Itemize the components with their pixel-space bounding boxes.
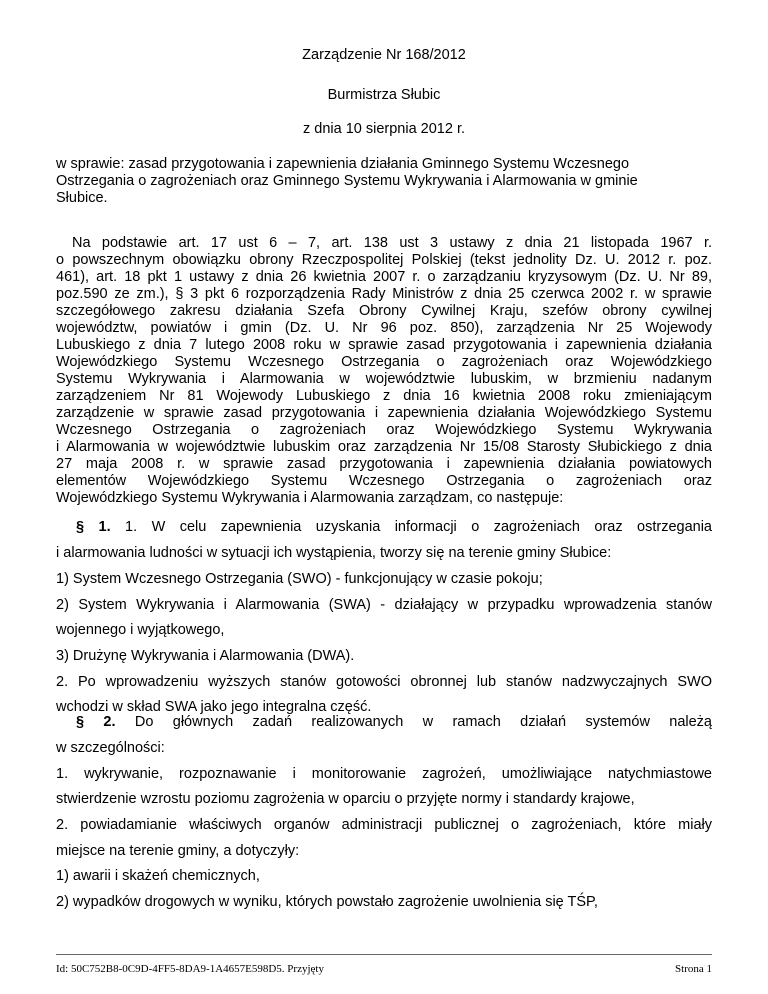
- preamble-line: zarządzenie w sprawie zasad przygotowania i zapewnienia działania Wojewódzkiego Systemu: [56, 405, 712, 421]
- preamble-line: Systemu Wykrywania i Alarmowania w województwie lubuskim, w brzmieniu nadanym: [56, 371, 712, 387]
- section-1-sign: § 1.: [76, 519, 111, 535]
- footer-document-id: Id: 50C752B8-0C9D-4FF5-8DA9-1A4657E598D5. Przyjęty: [56, 963, 324, 975]
- preamble-line: elementów Wojewódzkiego Systemu Wczesnego Ostrzegania o zagrożeniach oraz: [56, 473, 712, 489]
- footer-page-number: Strona 1: [675, 963, 712, 975]
- section-2-point-1: stwierdzenie wzrostu poziomu zagrożenia w oparciu o przyjęte normy i standardy krajowe,: [56, 791, 635, 807]
- preamble-line: Na podstawie art. 17 ust 6 – 7, art. 138 ust 3 ustawy z dnia 21 listopada 1967 r.: [72, 235, 712, 251]
- section-1-item: wojennego i wyjątkowego,: [56, 622, 225, 638]
- subject-line: Ostrzegania o zagrożeniach oraz Gminnego Systemu Wykrywania i Alarmowania w gminie: [56, 173, 638, 189]
- section-1-item: 1) System Wczesnego Ostrzegania (SWO) - funkcjonujący w czasie pokoju;: [56, 571, 543, 587]
- section-1-first-line: [76, 519, 712, 535]
- subject-line: Słubice.: [56, 190, 108, 206]
- section-1-text: 1. W celu zapewnienia uzyskania informacji o zagrożeniach oraz ostrzegania: [110, 519, 712, 535]
- section-2-first-line: [76, 714, 712, 730]
- section-1-line: i alarmowania ludności w sytuacji ich wystąpienia, tworzy się na terenie gminy Słubice:: [56, 545, 612, 561]
- preamble-line: województw, powiatów i gmin (Dz. U. Nr 96 poz. 850), zarządzenia Nr 25 Wojewody: [56, 320, 712, 336]
- section-2-line: w szczególności:: [56, 740, 165, 756]
- section-1-point-2: wchodzi w skład SWA jako jego integralna część.: [56, 699, 372, 715]
- document-author: Burmistrza Słubic: [327, 87, 441, 103]
- preamble-line: poz.590 ze zm.), § 3 pkt 6 rozporządzenia Rady Ministrów z dnia 25 czerwca 2002 r. w sprawie: [56, 286, 712, 302]
- section-2-text: Do głównych zadań realizowanych w ramach działań systemów należą: [115, 714, 712, 730]
- preamble-line: szczegółowego zakresu działania Szefa Obrony Cywilnej Kraju, szefów obrony cywilnej: [56, 303, 712, 319]
- section-2-point-2: 2. powiadamianie właściwych organów administracji publicznej o zagrożeniach, które miały: [56, 817, 712, 833]
- document-title: Zarządzenie Nr 168/2012: [302, 47, 466, 63]
- footer-divider: [56, 954, 712, 955]
- section-2-point-2: miejsce na terenie gminy, a dotyczyły:: [56, 843, 300, 859]
- section-2-point-1: 1. wykrywanie, rozpoznawanie i monitorowanie zagrożeń, umożliwiające natychmiastowe: [56, 766, 712, 782]
- section-1-item: 2) System Wykrywania i Alarmowania (SWA) - działający w przypadku wprowadzenia stanów: [56, 597, 712, 613]
- subject-line: w sprawie: zasad przygotowania i zapewnienia działania Gminnego Systemu Wczesnego: [56, 156, 630, 172]
- section-2-item: 1) awarii i skażeń chemicznych,: [56, 868, 260, 884]
- preamble-line: Lubuskiego z dnia 7 lutego 2008 roku w sprawie zasad przygotowania i zapewnienia działania: [56, 337, 712, 353]
- preamble-line: Wczesnego Ostrzegania o zagrożeniach oraz Wojewódzkiego Systemu Wykrywania: [56, 422, 712, 438]
- section-1-item: 3) Drużynę Wykrywania i Alarmowania (DWA).: [56, 648, 355, 664]
- preamble-line: Wojewódzkiego Systemu Wykrywania i Alarmowania zarządzam, co następuje:: [56, 490, 564, 506]
- preamble-line: 461), art. 18 pkt 1 ustawy z dnia 26 kwietnia 2007 r. o zarządzaniu kryzysowym (Dz. U. Nr 89,: [56, 269, 712, 285]
- section-2-item: 2) wypadków drogowych w wyniku, których powstało zagrożenie uwolnienia się TŚP,: [56, 894, 598, 910]
- preamble-line: 27 maja 2008 r. w sprawie zasad przygotowania i zapewnienia działania powiatowych: [56, 456, 712, 472]
- preamble-line: i Alarmowania w województwie lubuskim oraz zarządzenia Nr 15/08 Starosty Słubickiego z dnia: [56, 439, 712, 455]
- section-1-point-2: 2. Po wprowadzeniu wyższych stanów gotowości obronnej lub stanów nadzwyczajnych SWO: [56, 674, 712, 690]
- preamble-line: Wojewódzkiego Systemu Wczesnego Ostrzegania o zagrożeniach oraz Wojewódzkiego: [56, 354, 712, 370]
- preamble-line: o powszechnym obowiązku obrony Rzeczpospolitej Polskiej (tekst jednolity Dz. U. 2012 r. poz.: [56, 252, 712, 268]
- section-2-sign: § 2.: [76, 714, 116, 730]
- document-date: z dnia 10 sierpnia 2012 r.: [302, 121, 466, 137]
- preamble-line: zarządzeniem Nr 81 Wojewody Lubuskiego z dnia 16 kwietnia 2008 roku zmieniającym: [56, 388, 712, 404]
